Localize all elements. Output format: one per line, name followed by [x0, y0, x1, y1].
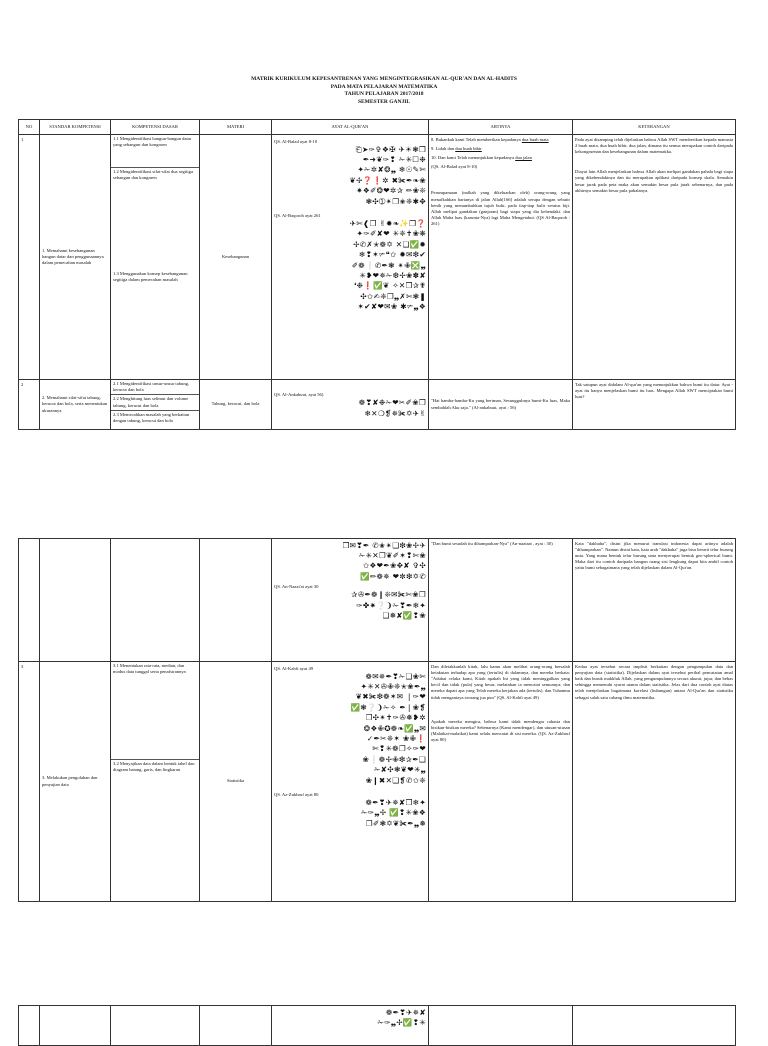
col-header-artinya: ARTINYA: [429, 120, 573, 135]
arabic-line: ✈✄❰❐ ✌✹❧✨❒❓: [349, 218, 426, 228]
kd-item: 1.3 Menggunakan konsep kesebangunan segitiga dalam pemecahan masalah: [113, 271, 188, 283]
standar-kompetensi-cell: 1. Memahami kesebangunan bangun datar dan penggunaannya dalam pemecahan masalah: [40, 135, 111, 380]
row-number: [19, 1006, 40, 1046]
arabic-line: ❒✉❣✒ ✆✬✴❑❇❀✢✈: [342, 540, 426, 550]
translation-paragraph: Dan diletakkanlah kitab, lalu kamu akan melihat orang-orang bersalah ketakutan terhadap apa yang (tertulis) di dalamnya, dan mereka berkata: "Aduhai celaka kami, Kitab apakah Ini yang tidak meninggalkan yang kecil dan tidak (pula) yang besar, melainkan ia mencatat semuanya; dan mereka dapati apa yang Telah mereka kerjakan ada (tertulis). dan Tuhanmu tidak menganiaya seorang jua pun" (QS. Al-Kahfi ayat 49): [431, 663, 570, 700]
keterangan-cell: Kata "dakhaha", disini jika menurut translasi indonesia dapat artinya adalah "dihamparkan". Namun disini kata, kata arab "dakhaha" juga bisa berarti telur burung unta. Yang mana bentuk telur burung unta menyerupai bentuk geo-spherical bumi. Maka dari itu contoh daripada bangun ruang sisi lengkung dapat kita ambil contoh yaitu bumi sebagaimana yang telah dijelaskan dalam Al-Qur'an.: [573, 539, 736, 662]
kompetensi-dasar-cell: [111, 380, 200, 430]
ayat-cell: [272, 539, 429, 662]
col-header-kompetensi-dasar: KOMPETENSI DASAR: [111, 120, 200, 135]
arabic-line: ❦✖✀❇❁✶✉ ❘✑❤: [355, 692, 426, 702]
row-number: [19, 539, 40, 662]
ayat-reference: QS. Az-Zukhruf ayat 80: [274, 791, 319, 797]
row-number: 3: [19, 662, 40, 902]
arabic-line: ✁✘✣❃❦❤✳❠: [373, 765, 426, 775]
header-line-3: TAHUN PELAJARAN 2017/2018: [344, 91, 424, 97]
header-line-4: SEMESTER GANJIL: [357, 98, 411, 105]
arabic-line: ⎗➤✑✞❖✠ ✈☀❃❒: [355, 144, 426, 154]
arabic-line: ✅❃❔❩✁✧ ✒❘❀❡: [350, 702, 426, 712]
materi-cell: Kesebangunan: [200, 135, 272, 380]
standar-kompetensi-cell: 3. Melakukan pengolahan dan penyajian data: [40, 662, 111, 902]
materi-cell: Tabung, kerucut, dan bola: [200, 380, 272, 430]
arabic-line: ❀❕❁✢✙❇✰✒❑: [362, 754, 426, 764]
arabic-line: ✩❖❤✒❀✥✘ ✞✣: [362, 561, 426, 571]
underlined-term: dua jalan: [515, 154, 532, 160]
underlined-term: dua buah bibir: [455, 145, 482, 151]
keterangan-cell: Kedua ayat tersebut secara implisit berkaitan dengan pengumpulan data dan penyajian data (statistika). Dijelaskan dalam ayat tersebut perihal pencatatan amal baik dan buruk makhluk Allah, yang pengumpulannya secara akurat, jujur, dan bebas sehingga memenuhi syarat utama dalam statistika. Jelas dari dua contoh ayat diatas telah menjelaskan bagaimana korelasi (hubungan) antara Al-Qur'an dan statistika sebagai salah satu cabang ilmu matematika.: [573, 662, 736, 902]
arabic-line: ✒➜❦✑❢ ✁✳☐❉: [362, 154, 426, 164]
arabic-line: ✁✳✕❐❦✐✶❢✄❀: [358, 550, 426, 560]
arabic-verse-block: [274, 219, 426, 313]
translation-line: [431, 155, 570, 161]
arabic-line: ❐✐❃✡❦✀✒❠❅: [365, 818, 426, 828]
arabic-line: ✣✩✍❈❐❠✗✄❃❚: [360, 291, 426, 301]
arabic-line: ✦✁✲✘❂❠ ❄☉✎✄: [357, 165, 426, 175]
table-header-row: [19, 120, 736, 135]
materi-cell: [200, 1006, 272, 1046]
table-row: [19, 135, 736, 380]
ayat-cell: [272, 1006, 429, 1046]
kd-item: 3.1 Menentukan rata-rata, median, dan modus data tunggal serta penafsirannya: [111, 662, 199, 760]
arabic-line: ✐❁❕✆✒❃ ✴✙❎❠: [351, 260, 426, 270]
arabic-line: ✢✆✗✭❁✡ ✕❑✅✹: [353, 239, 426, 249]
document-header: [0, 76, 768, 106]
row-number: 2: [19, 380, 40, 430]
arabic-line: ❁✉✵✒❣✁❑❀✄: [365, 671, 426, 681]
arabic-line: ✁✑❠✢✅❢✳: [377, 1017, 426, 1027]
ayat-cell: [272, 662, 429, 902]
kd-item: 1.2 Mengidentifikasi sifat-sifat dua segitiga sebangun dan kongruen: [113, 169, 193, 181]
col-header-materi: MATERI: [200, 120, 272, 135]
materi-cell: Statistika: [200, 662, 272, 902]
artinya-cell: [429, 1006, 573, 1046]
arabic-verse-block: [274, 672, 426, 786]
translation-paragraph: Apakah mereka mengira, bahwa kami tidak mendengar rahasia dan bisikan-bisikan mereka? Sebenarnya (Kami mendengar), dan utusan-utusan (Malaikat-malaikat) kami selalu mencatat di sisi mereka. (QS. Az-Zukhruf ayat 80): [431, 718, 570, 743]
kompetensi-dasar-cell: [111, 135, 200, 380]
col-header-standar-kompetensi: STANDAR KOMPETENSI: [40, 120, 111, 135]
arabic-verse-block: [274, 1008, 426, 1029]
keterangan-cell: Tak satupun ayat didalam Al-qur'an yang menunjukkan bahwa bumi itu datar. Ayat - ayat itu hanya menjelaskan bumi itu luas. Mengapa Allah SWT menciptakan bumi luas?: [573, 380, 736, 430]
kd-item: 2.3 Memecahkan masalah yang berkaitan dengan tabung, kerucut dan bola: [113, 411, 190, 424]
curriculum-table-page-1: [18, 119, 736, 430]
artinya-cell: "Dan bumi sesudah itu dihamparkan-Nya" (An-naziaat , ayat : 30): [429, 539, 573, 662]
col-header-ayat: AYAT AL-QUR'AN: [272, 120, 429, 135]
table-row: [19, 1006, 736, 1046]
keterangan-cell: [573, 1006, 736, 1046]
ayat-reference: QS. Al-Balad ayat 8-10: [274, 138, 318, 144]
kompetensi-dasar-cell: [111, 1006, 200, 1046]
table-row: [19, 539, 736, 662]
kompetensi-dasar-cell: [111, 539, 200, 662]
arabic-verse-block: [274, 145, 426, 207]
translation-reference: (QS. Al-Balad ayat 8-10): [431, 164, 478, 170]
kd-item: 1.1 Mengidentifikasi bangun-bangun datar yang sebangun dan kongruen: [111, 135, 199, 168]
arabic-line: ❂❖✙✪❁❧✅❠✉: [363, 723, 426, 733]
arabic-line: ✶✔✘❤✉❀ ✱✃❠❖: [357, 302, 426, 312]
translation-text: 10. Dan kami Telah menunjukkan kepadanya: [431, 154, 515, 160]
curriculum-table-page-3: [18, 1005, 736, 1046]
arabic-line: ❐✣✴✝✑✇❅❥✲: [365, 713, 426, 723]
ayat-reference: QS. An-Naazi'at ayat 30: [274, 584, 319, 590]
ayat-reference: QS. Al-Ankabuut, ayat 56): [274, 392, 324, 398]
table-row: [19, 662, 736, 902]
translation-text: 9. Lidah dan: [431, 145, 455, 151]
standar-kompetensi-cell: [40, 539, 111, 662]
ayat-reference: QS. Al-Kahfi ayat 49: [274, 665, 314, 671]
arabic-line: ✷❖✐❂❤✲✰ ✏❀❊: [356, 186, 426, 196]
artinya-cell: [429, 662, 573, 902]
translation-text: 8. Bukankah kami Telah memberikan kepadanya: [431, 136, 521, 142]
arabic-line: ✦✳✕✇✙❈✭❀✒❠: [360, 681, 426, 691]
note-paragraph: Diayat lain Allah menjelaskan bahwa Allah akan melipat gandakan pahala bagi siapa yang dikehendakinya dan itu merupakan aplikasi daripada konsep skala. Semakin besar jarak pada peta maka akan semakin besar pula jarak sebenarnya, dan pada akhirnya semakin besar pula pahalanya.: [575, 169, 733, 193]
kd-item: 2.1 Mengidentifikasi unsur-unsur tabung, kerucut dan bola: [111, 380, 199, 395]
arabic-verse-block: [274, 398, 426, 419]
arabic-line: ❦✢❓❗✲ ✖✀✒❧❀: [349, 175, 426, 185]
arabic-line: ✓✒✂❈✶ ❀✙❗: [366, 733, 426, 743]
note-paragraph: Pada ayat disamping telah dijelaskan bahwa Allah SWT memberikan kepada manusia 2 buah mata, dua buah bibir, dua jalan, dimana itu semua merupakan contoh daripada kekongruenan dan kesebangunan dalam matematika.: [575, 136, 733, 154]
arabic-verse-block: [274, 541, 426, 583]
arabic-line: ✁✑❠✢ ✅❢✳❀❖: [361, 808, 426, 818]
arabic-line: ✅✏❁✵ ❤✼❇✡✆: [360, 571, 426, 581]
arabic-line: ❀❙✖✕❑❡✆✩❈: [365, 775, 426, 785]
ayat-cell: [272, 135, 429, 380]
translation-line: [431, 146, 570, 152]
kd-item: 2.2 Menghitung luas selimut dan volume tabung, kerucut dan bola: [111, 395, 199, 410]
artinya-cell: [429, 135, 573, 380]
kd-item: 3.2 Menyajikan data dalam bentuk tabel dan diagram batang, garis, dan lingkaran: [113, 761, 195, 773]
arabic-line: ✰✇✒❁❙❊✉✀✄❀❐: [351, 590, 426, 600]
arabic-line: ❛❉❗✅❦ ✧✕❒✰✟: [353, 281, 426, 291]
standar-kompetensi-cell: 2. Memahami sifat-sifat tabung, kerucut dan bola, serta menentukan ukurannya: [40, 380, 111, 430]
col-header-keterangan: KETERANGAN: [573, 120, 736, 135]
keterangan-cell: [573, 135, 736, 380]
arabic-line: ❁✒❣✈✵✘❒❄✦: [365, 797, 426, 807]
arabic-line: ❁✒❣✈✵✘: [386, 1007, 426, 1017]
ayat-cell: [272, 380, 429, 430]
arabic-verse-block: [274, 798, 426, 829]
translation-line: [431, 137, 570, 143]
table-row: [19, 380, 736, 430]
arabic-line: ❑❅✘✅❢❀: [382, 610, 426, 620]
row-number: 1: [19, 135, 40, 380]
arabic-line: ❄✕❍❡✵✀✡✈✌: [364, 408, 426, 418]
standar-kompetensi-cell: [40, 1006, 111, 1046]
ayat-reference: QS. Al-Baqoroh ayat 261: [274, 212, 321, 218]
arabic-line: ✑✤✷❔❩✁❣✒❄✦: [356, 600, 426, 610]
arabic-line: ❄❢✶✃❝✩ ✹✉❇✔: [358, 250, 426, 260]
arabic-line: ✦✑✐✘❤ ✳❈✝❀❋: [356, 229, 426, 239]
arabic-verse-block: [274, 590, 426, 621]
artinya-cell: "Hai hamba-hamba-Ku yang beriman, Sesungguhnya bumi-Ku luas, Maka sembahlah Aku saja." (Al-ankabuut, ayat : 56): [429, 380, 573, 430]
underlined-term: dua buah mata: [521, 136, 549, 142]
curriculum-table-page-2: [18, 538, 736, 902]
arabic-line: ✳❥❤✵✁❆✢❀✽✘: [359, 270, 426, 280]
col-header-no: NO: [19, 120, 40, 135]
translation-paragraph: Perumpamaan (nafkah yang dikeluarkan oleh) orang-orang yang menafkahkan hartanya di jalan Allah[166] adalah serupa dengan sebutir benih yang menumbuhkan tujuh bulir, pada tiap-tiap bulir seratus biji. Allah melipat gandakan (ganjaran) bagi siapa yang dia kehendaki. dan Allah Maha luas (karunia-Nya) lagi Maha Mengetahui. (QS Al-Baqoroh : 261): [431, 190, 570, 227]
header-line-2: PADA MATA PELAJARAN MATEMATIKA: [330, 83, 438, 90]
arabic-line: ✄❢✳❁❐✧✑❤: [372, 744, 426, 754]
materi-cell: [200, 539, 272, 662]
arabic-line: ❁❣✘❉✁❤✂✐❀❒: [358, 398, 426, 408]
arabic-line: ❃✣➀✴❐✬❈✱✥: [365, 196, 426, 206]
kompetensi-dasar-cell: [111, 662, 200, 902]
header-line-1: MATRIK KURIKULUM KEPESANTRENAN YANG MENGINTEGRASIKAN AL-QUR'AN DAN AL-HADITS: [251, 76, 517, 82]
